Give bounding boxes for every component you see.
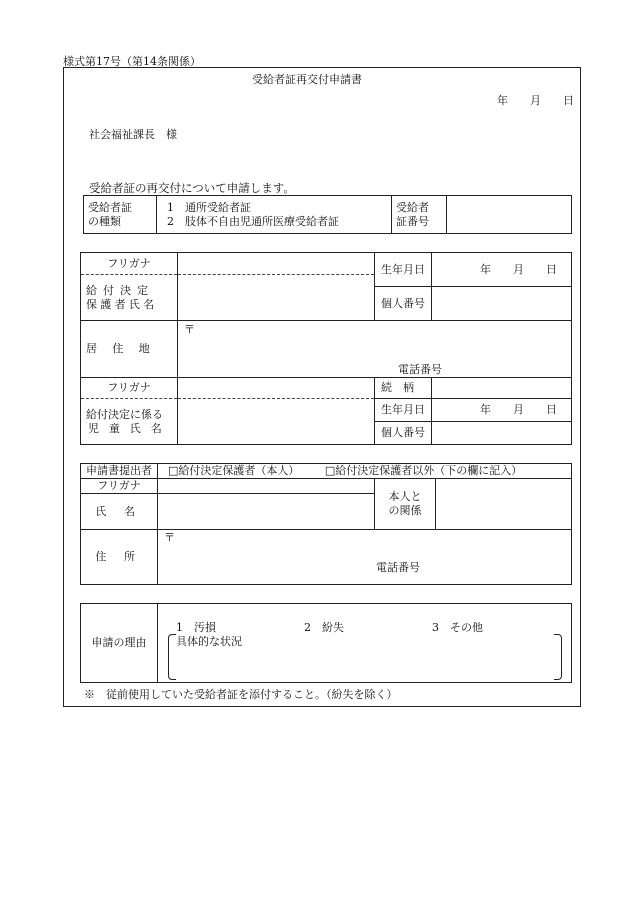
guardian-name-field[interactable] [178, 275, 375, 321]
reason-option-other[interactable]: 3 その他 [432, 621, 483, 634]
guardian-address-label: 居住地 [81, 321, 178, 378]
date-year: 年 [497, 94, 508, 107]
guardian-birth-month: 月 [513, 262, 524, 276]
child-birth-month: 月 [513, 403, 524, 416]
submitter-name-field[interactable] [158, 494, 375, 529]
reason-table [80, 603, 572, 683]
guardian-birth-year: 年 [480, 262, 491, 276]
reason-label: 申請の理由 [81, 604, 158, 683]
child-furigana-field[interactable] [178, 378, 375, 399]
submitter-furigana-label: フリガナ [81, 479, 158, 494]
submitter-name-label: 氏名 [81, 494, 158, 529]
addressee: 社会福祉課長 様 [89, 128, 177, 141]
child-birth-label: 生年月日 [375, 399, 432, 422]
reason-field [158, 604, 572, 683]
child-furigana-label: フリガナ [81, 378, 178, 399]
cert-type-label: 受給者証 の種類 [84, 196, 157, 234]
cert-option-1[interactable]: 1 通所受給者証 [167, 200, 251, 214]
child-birth-day: 日 [546, 403, 557, 416]
submitter-label: 申請書提出者 [81, 464, 158, 479]
child-relation-label: 続柄 [375, 378, 432, 399]
date-day: 日 [563, 94, 574, 107]
reason-bracket-right [554, 634, 562, 680]
guardian-child-table [80, 252, 572, 445]
guardian-furigana-field[interactable] [178, 253, 375, 275]
reason-option-soiled[interactable]: 1 汚損 [176, 621, 216, 634]
child-birth-year: 年 [480, 403, 491, 416]
guardian-name-label: 給付決定 保護者氏名 [81, 275, 178, 321]
guardian-phone-label: 電話番号 [398, 363, 442, 376]
guardian-furigana-label: フリガナ [81, 253, 178, 275]
reason-option-lost[interactable]: 2 紛失 [304, 621, 344, 634]
cert-type-options[interactable] [157, 196, 392, 234]
child-id-field[interactable] [432, 422, 572, 445]
child-relation-field[interactable] [432, 378, 572, 399]
reason-bracket-left [168, 634, 176, 680]
guardian-postal-mark: 〒 [184, 323, 195, 336]
submitter-furigana-field[interactable] [158, 479, 375, 494]
guardian-id-label: 個人番号 [375, 287, 432, 321]
date-month: 月 [530, 94, 541, 107]
submitter-phone-label: 電話番号 [376, 560, 420, 574]
submitter-table [80, 463, 572, 585]
intro-text: 受給者証の再交付について申請します。 [89, 181, 295, 195]
submitter-relation-label: 本人と の関係 [375, 479, 436, 529]
child-id-label: 個人番号 [375, 422, 432, 445]
form-title: 受給者証再交付申請書 [252, 73, 362, 86]
guardian-birth-day: 日 [546, 262, 557, 276]
child-name-label: 給付決定に係る 児童氏名 [81, 399, 178, 445]
reason-detail-field[interactable] [178, 650, 548, 676]
cert-number-field[interactable] [447, 196, 572, 234]
submitter-relation-field[interactable] [436, 479, 572, 529]
child-name-field[interactable] [178, 399, 375, 445]
submitter-postal-mark: 〒 [164, 530, 175, 544]
guardian-address-field[interactable] [178, 321, 572, 378]
cert-number-label: 受給者 証番号 [392, 196, 447, 234]
submitter-address-label: 住所 [81, 529, 158, 584]
guardian-birth-label: 生年月日 [375, 253, 432, 287]
submitter-address-field[interactable] [158, 529, 572, 584]
guardian-id-field[interactable] [432, 287, 572, 321]
guardian-birth-field[interactable] [432, 253, 572, 287]
submitter-options [158, 464, 572, 479]
submitter-option-other[interactable]: □給付決定保護者以外（下の欄に記入） [324, 464, 523, 478]
cert-option-2[interactable]: 2 肢体不自由児通所医療受給者証 [167, 214, 339, 228]
reason-detail-label: 具体的な状況 [176, 635, 242, 648]
child-birth-field[interactable] [432, 399, 572, 422]
footer-note: ※ 従前使用していた受給者証を添付すること。（紛失を除く） [84, 688, 398, 701]
form-number: 様式第17号（第14条関係） [63, 55, 201, 68]
cert-type-table [83, 195, 572, 234]
submitter-option-self[interactable]: □給付決定保護者（本人） [168, 464, 300, 478]
